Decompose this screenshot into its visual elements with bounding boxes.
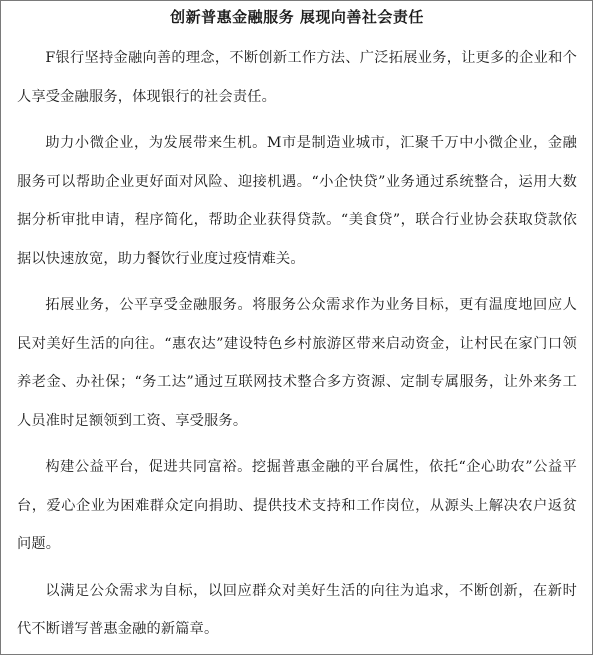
- paragraph: 拓展业务，公平享受金融服务。将服务公众需求作为业务目标，更有温度地回应人民对美好生活的向往。“惠农达”建设特色乡村旅游区带来启动资金，让村民在家门口领养老金、办社保；“务工达”通过互联网技术整合多方资源、定制专属服务，让外来务工人员准时足额领到工资、享受服务。: [17, 297, 577, 429]
- paragraph: 构建公益平台，促进共同富裕。挖掘普惠金融的平台属性，依托“企心助农”公益平台，爱心企业为困难群众定向捐助、提供技术支持和工作岗位，从源头上解决农户返贫问题。: [17, 459, 577, 552]
- document-body: [17, 7, 577, 657]
- document-title: 创新普惠金融服务 展现向善社会责任: [170, 8, 424, 26]
- paragraph: 以满足公众需求为自标，以回应群众对美好生活的向往为追求，不断创新，在新时代不断谱写普惠金融的新篇章。: [17, 582, 577, 637]
- paragraph: F银行坚持金融向善的理念，不断创新工作方法、广泛拓展业务，让更多的企业和个人享受金融服务，体现银行的社会责任。: [17, 50, 577, 105]
- paragraph: 助力小微企业，为发展带来生机。M市是制造业城市，汇聚千万中小微企业，金融服务可以帮助企业更好面对风险、迎接机遇。“小企快贷”业务通过系统整合，运用大数据分析审批申请，程序简化，帮助企业获得贷款。“美食贷”，联合行业协会获取贷款依据以快速放宽，助力餐饮行业度过疫情难关。: [17, 135, 577, 267]
